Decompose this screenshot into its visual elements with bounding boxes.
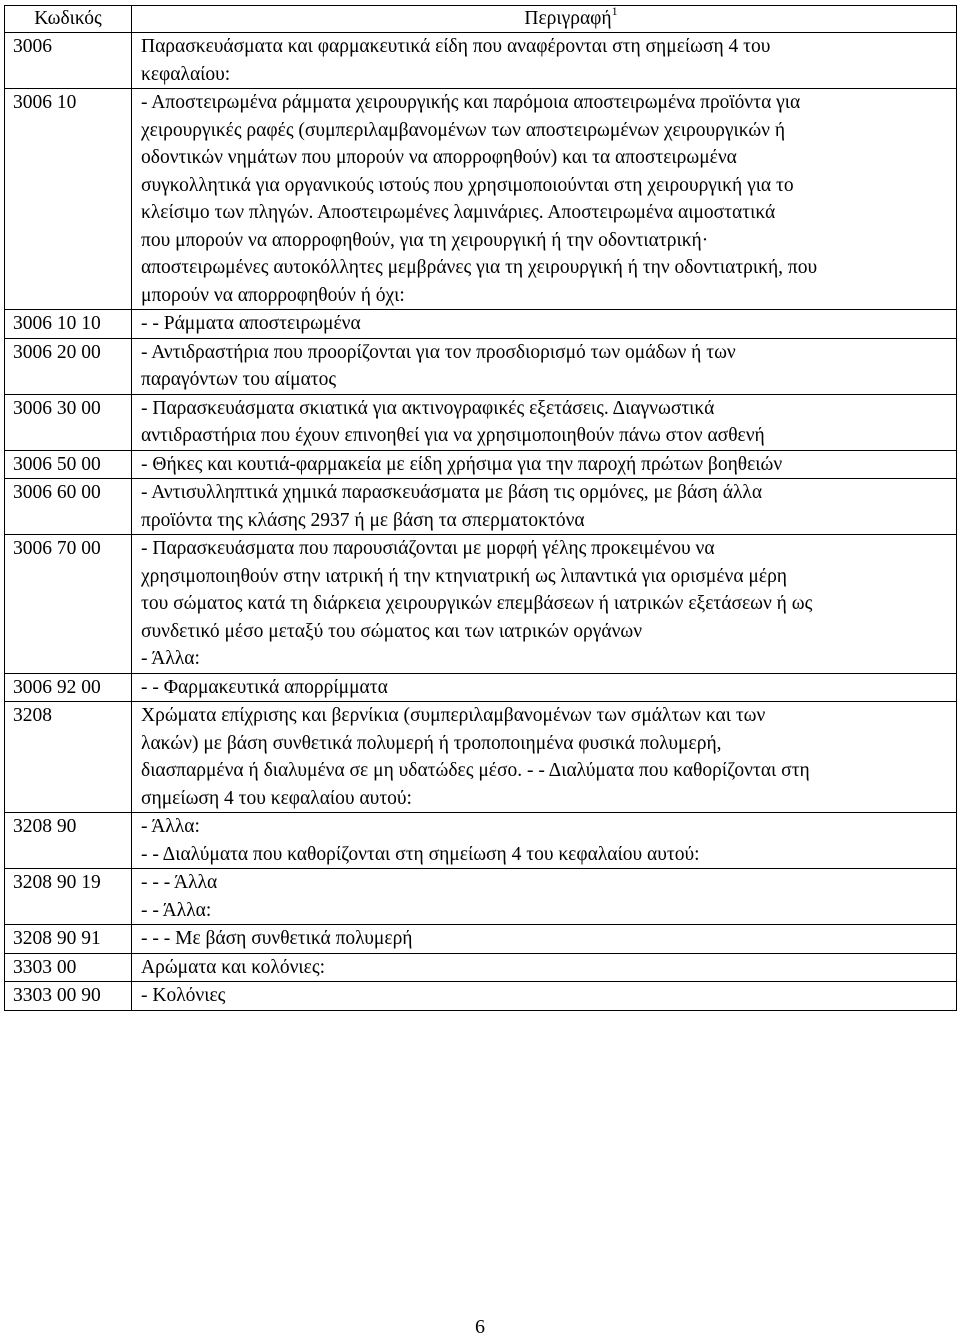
description-line: χειρουργικές ραφές (συμπεριλαμβανομένων των αποστειρωμένων χειρουργικών ή xyxy=(141,119,786,141)
tariff-code-cell: 3208 90 19 xyxy=(5,869,132,925)
description-cell xyxy=(132,89,957,310)
description-line: κεφαλαίου: xyxy=(141,63,231,85)
description-line: - - Ράμματα αποστειρωμένα xyxy=(141,313,361,334)
table-row xyxy=(5,813,957,869)
table-row xyxy=(5,982,957,1011)
description-line: - Παρασκευάσματα που παρουσιάζονται με μορφή γέλης προκειμένου να xyxy=(141,538,715,559)
description-column-header xyxy=(132,3,957,33)
table-row xyxy=(5,310,957,339)
table-row xyxy=(5,450,957,479)
description-line: μπορούν να απορροφηθούν ή όχι: xyxy=(141,284,405,306)
description-line: - Αντισυλληπτικά χημικά παρασκευάσματα με βάση τις ορμόνες, με βάση άλλα xyxy=(141,482,763,503)
description-line: - Αποστειρωμένα ράμματα χειρουργικής και παρόμοια αποστειρωμένα προϊόντα για xyxy=(141,92,801,113)
description-cell xyxy=(132,535,957,674)
description-line: συνδετικό μέσο μεταξύ του σώματος και των ιατρικών οργάνων xyxy=(141,620,643,642)
description-cell xyxy=(132,450,957,479)
description-line: χρησιμοποιηθούν στην ιατρική ή την κτηνιατρική ως λιπαντικά για ορισμένα μέρη xyxy=(141,565,788,587)
description-cell xyxy=(132,953,957,982)
description-line: - - - Άλλα xyxy=(141,872,218,893)
table-row xyxy=(5,33,957,89)
table-row xyxy=(5,535,957,674)
description-cell xyxy=(132,982,957,1011)
description-line: - Κολόνιες xyxy=(141,985,226,1006)
page-number: 6 xyxy=(475,1316,485,1338)
description-line: - - Διαλύματα που καθορίζονται στη σημείωση 4 του κεφαλαίου αυτού: xyxy=(141,843,700,865)
description-cell xyxy=(132,33,957,89)
description-line: Χρώματα επίχρισης και βερνίκια (συμπεριλαμβανομένων των σμάλτων και των xyxy=(141,705,766,726)
tariff-code-table xyxy=(4,5,957,1011)
description-cell xyxy=(132,869,957,925)
description-line: - - - Με βάση συνθετικά πολυμερή xyxy=(141,928,413,949)
description-cell xyxy=(132,813,957,869)
tariff-code-cell: 3006 10 10 xyxy=(5,310,132,339)
description-line: του σώματος κατά τη διάρκεια χειρουργικών επεμβάσεων ή ιατρικών εξετάσεων ή ως xyxy=(141,593,813,614)
description-line: κλείσιμο των πληγών. Αποστειρωμένες λαμινάριες. Αποστειρωμένα αιμοστατικά xyxy=(141,202,776,223)
description-cell xyxy=(132,925,957,954)
description-line: αντιδραστήρια που έχουν επινοηθεί για να χρησιμοποιηθούν πάνω στον ασθενή xyxy=(141,425,765,446)
tariff-code-cell: 3208 90 xyxy=(5,813,132,869)
tariff-code-cell: 3006 xyxy=(5,33,132,89)
table-row xyxy=(5,673,957,702)
description-cell xyxy=(132,394,957,450)
description-line: παραγόντων του αίματος xyxy=(141,369,337,390)
description-line: διασπαρμένα ή διαλυμένα σε μη υδατώδες μέσο. - - Διαλύματα που καθορίζονται στη xyxy=(141,760,810,781)
description-line: - Θήκες και κουτιά-φαρμακεία με είδη χρήσιμα για την παροχή πρώτων βοηθειών xyxy=(141,453,783,475)
tariff-code-cell: 3303 00 xyxy=(5,953,132,982)
description-line: αποστειρωμένες αυτοκόλλητες μεμβράνες για τη χειρουργική ή την οδοντιατρική, που xyxy=(141,257,818,278)
description-cell xyxy=(132,479,957,535)
tariff-code-cell: 3006 30 00 xyxy=(5,394,132,450)
description-line: συγκολλητικά για οργανικούς ιστούς που χρησιμοποιούνται στη χειρουργική για το xyxy=(141,174,794,196)
description-line: προϊόντα της κλάσης 2937 ή με βάση τα σπερματοκτόνα xyxy=(141,509,585,531)
table-header-row xyxy=(5,6,957,33)
tariff-code-cell: 3006 20 00 xyxy=(5,338,132,394)
tariff-code-cell: 3303 00 90 xyxy=(5,982,132,1011)
description-line: - Άλλα: xyxy=(141,648,200,669)
table-row xyxy=(5,953,957,982)
table-row xyxy=(5,394,957,450)
tariff-code-cell: 3208 xyxy=(5,702,132,813)
tariff-code-cell: 3006 92 00 xyxy=(5,673,132,702)
description-line: Παρασκευάσματα και φαρμακευτικά είδη που αναφέρονται στη σημείωση 4 του xyxy=(141,36,771,57)
code-column-header: Κωδικός xyxy=(5,6,132,33)
description-line: σημείωση 4 του κεφαλαίου αυτού: xyxy=(141,787,412,809)
description-line: Αρώματα και κολόνιες: xyxy=(141,956,325,978)
description-line: λακών) με βάση συνθετικά πολυμερή ή τροποποιημένα φυσικά πολυμερή, xyxy=(141,732,722,754)
table-row xyxy=(5,338,957,394)
description-cell xyxy=(132,673,957,702)
description-line: - Αντιδραστήρια που προορίζονται για τον προσδιορισμό των ομάδων ή των xyxy=(141,341,736,363)
description-line: - - Φαρμακευτικά απορρίμματα xyxy=(141,676,388,698)
table-row xyxy=(5,925,957,954)
description-line: οδοντικών νημάτων που μπορούν να απορροφηθούν) και τα αποστειρωμένα xyxy=(141,147,737,168)
table-row xyxy=(5,89,957,310)
description-cell xyxy=(132,338,957,394)
description-cell xyxy=(132,310,957,339)
tariff-code-cell: 3006 60 00 xyxy=(5,479,132,535)
footnote-marker: 1 xyxy=(611,3,618,18)
table-row xyxy=(5,479,957,535)
table-row xyxy=(5,702,957,813)
description-line: - - Άλλα: xyxy=(141,899,212,921)
description-header-label: Περιγραφή xyxy=(524,8,612,29)
description-cell xyxy=(132,702,957,813)
table-row xyxy=(5,869,957,925)
table-body xyxy=(5,33,957,1011)
tariff-code-cell: 3006 50 00 xyxy=(5,450,132,479)
description-line: - Άλλα: xyxy=(141,816,200,837)
tariff-code-cell: 3006 10 xyxy=(5,89,132,310)
tariff-code-cell: 3208 90 91 xyxy=(5,925,132,954)
description-line: που μπορούν να απορροφηθούν, για τη χειρουργική ή την οδοντιατρική· xyxy=(141,229,709,251)
tariff-code-cell: 3006 70 00 xyxy=(5,535,132,674)
description-line: - Παρασκευάσματα σκιατικά για ακτινογραφικές εξετάσεις. Διαγνωστικά xyxy=(141,397,715,419)
